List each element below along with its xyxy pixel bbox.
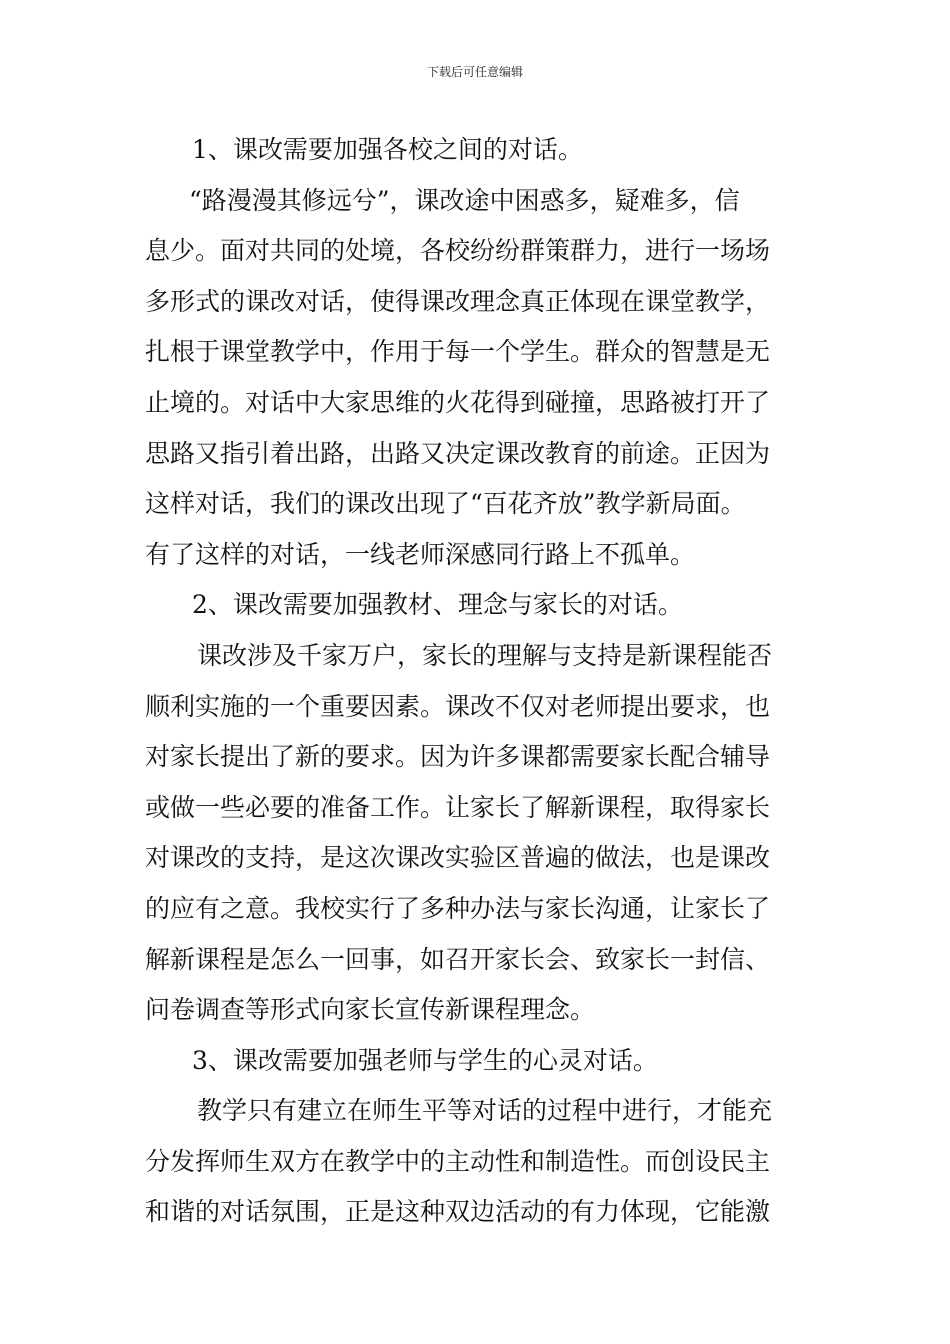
section-heading-2: 2、课改需要加强教材、理念与家长的对话。 xyxy=(192,590,683,620)
page-header: 下载后可任意编辑 xyxy=(426,65,523,79)
paragraph-1-line-1: “路漫漫其修远兮”，课改途中困惑多，疑难多，信 xyxy=(189,185,740,215)
paragraph-2-line-1: 课改涉及千家万户，家长的理解与支持是新课程能否 xyxy=(197,640,773,670)
paragraph-1-line-5: 止境的。对话中大家思维的火花得到碰撞，思路被打开了 xyxy=(145,387,771,417)
paragraph-2-line-2: 顺利实施的一个重要因素。课改不仅对老师提出要求，也 xyxy=(145,691,771,721)
paragraph-1-line-4: 扎根于课堂教学中，作用于每一个学生。群众的智慧是无 xyxy=(145,337,771,367)
paragraph-2-line-5: 对课改的支持，是这次课改实验区普遍的做法，也是课改 xyxy=(145,843,771,873)
document-body xyxy=(145,125,810,1238)
paragraph-2-line-8: 问卷调查等形式向家长宣传新课程理念。 xyxy=(145,995,596,1025)
paragraph-2-line-6: 的应有之意。我校实行了多种办法与家长沟通，让家长了 xyxy=(145,893,771,923)
paragraph-2-line-4: 或做一些必要的准备工作。让家长了解新课程，取得家长 xyxy=(145,792,771,822)
paragraph-3-line-1: 教学只有建立在师生平等对话的过程中进行，才能充 xyxy=(197,1096,773,1126)
paragraph-2-line-3: 对家长提出了新的要求。因为许多课都需要家长配合辅导 xyxy=(145,742,771,772)
paragraph-1-line-6: 思路又指引着出路，出路又决定课改教育的前途。正因为 xyxy=(145,438,771,468)
paragraph-1-line-7: 这样对话，我们的课改出现了“百花齐放”教学新局面。 xyxy=(145,489,746,519)
section-heading-1: 1、课改需要加强各校之间的对话。 xyxy=(192,135,583,164)
paragraph-3-line-2: 分发挥师生双方在教学中的主动性和制造性。而创设民主 xyxy=(145,1146,771,1176)
paragraph-2-line-7: 解新课程是怎么一回事，如召开家长会、致家长一封信、 xyxy=(145,944,771,974)
paragraph-3-line-3: 和谐的对话氛围，正是这种双边活动的有力体现，它能激 xyxy=(145,1197,771,1227)
paragraph-1-line-3: 多形式的课改对话，使得课改理念真正体现在课堂教学， xyxy=(145,286,771,316)
paragraph-1-line-8: 有了这样的对话，一线老师深感同行路上不孤单。 xyxy=(145,539,696,569)
section-heading-3: 3、课改需要加强老师与学生的心灵对话。 xyxy=(192,1045,658,1075)
paragraph-1-line-2: 息少。面对共同的处境，各校纷纷群策群力，进行一场场 xyxy=(145,236,771,266)
